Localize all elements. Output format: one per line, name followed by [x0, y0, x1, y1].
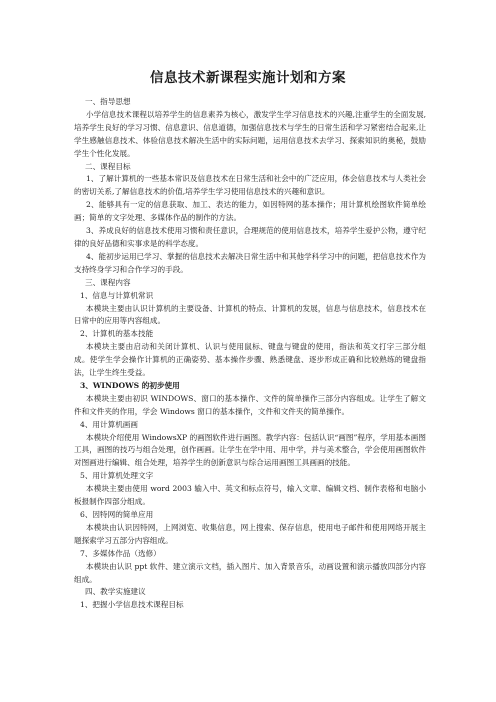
subsection-heading: 7、多媒体作品（选修）	[80, 548, 161, 558]
paragraph: 本模块介绍使用 WindowsXP 的画图软件进行画图。教学内容：包括认识“画图”程序，学用基本画图工具，画图的技巧与组合处理，创作画画。让学生在学中用、用中学，并与美术整合，学会使用画图软件对图画进行编辑、组合处理，培养学生的创新意识与综合运用画图工具画画的技能。	[74, 432, 426, 468]
paragraph: 本模块由认识因特网，上网浏览、收集信息，网上搜索、保存信息，使用电子邮件和使用网络开展主题探索学习五部分内容组成。	[74, 522, 426, 545]
subsection-heading: 4、用计算机画画	[80, 419, 138, 429]
paragraph: 本模块主要由使用 word 2003 输入中、英文和标点符号，输入文章、编辑文档、制作表格和电脑小板报制作四部分组成。	[74, 484, 426, 507]
paragraph: 3、养成良好的信息技术使用习惯和责任意识，合理规范的使用信息技术，培养学生爱护公物，遵守纪律的良好品德和实事求是的科学态度。	[74, 226, 426, 248]
section-heading: 一、指导思想	[85, 97, 131, 106]
subsection-heading: 3、WINDOWS 的初步使用	[80, 380, 180, 390]
paragraph: 本模块主要由启动和关闭计算机、认识与使用鼠标、键盘与键盘的使用，指法和英文打字三部分组成。使学生学会操作计算机的正确姿势、基本操作步骤、熟悉键盘、逐步形成正确和比较熟练的键盘指法，让学生终生受益。	[74, 342, 426, 378]
section-heading: 二、课程目标	[85, 161, 131, 171]
paragraph: 本模块由认识 ppt 软件、建立演示文档，插入图片、加入背景音乐，动画设置和演示播放四部分内容组成。	[74, 561, 426, 584]
section-heading: 三、课程内容	[85, 277, 131, 287]
document-title: 信息技术新课程实施计划和方案	[150, 70, 346, 86]
subsection-heading: 1、信息与计算机常识	[80, 290, 154, 300]
subsection-heading: 5、用计算机处理文字	[80, 471, 154, 481]
subsection-heading: 2、计算机的基本技能	[80, 329, 154, 339]
subsection-heading: 6、因特网的简单应用	[80, 510, 154, 519]
paragraph: 2、能够具有一定的信息获取、加工、表达的能力，如因特网的基本操作；用计算机绘图软件简单绘画；简单的文字处理、多媒体作品的制作的方法。	[74, 200, 426, 223]
paragraph: 4、能初步运用已学习、掌握的信息技术去解决日常生活中和其他学科学习中的问题，把信息技术作为支持终身学习和合作学习的手段。	[74, 251, 426, 274]
paragraph: 小学信息技术课程以培养学生的信息素养为核心，激发学生学习信息技术的兴趣,注重学生的全面发展,培养学生良好的学习习惯、信息意识、信息道德，加强信息技术与学生的日常生活和学习紧密结合起来,让学生感触信息技术、体验信息技术解决生活中的实际问题，运用信息技术去学习、探索知识的奥秘，鼓励学生个性化发展。	[74, 109, 426, 158]
paragraph: 本模块主要由认识计算机的主要设备、计算机的特点、计算机的发展，信息与信息技术，信息技术在日常中的应用等内容组成。	[74, 303, 426, 326]
paragraph: 1、了解计算机的一些基本常识及信息技术在日常生活和社会中的广泛应用，体会信息技术与人类社会的密切关系,了解信息技术的价值,培养学生学习使用信息技术的兴趣和意识。	[74, 174, 426, 197]
paragraph: 本模块主要由初识 WINDOWS、窗口的基本操作、文件的简单操作三部分内容组成。让学生了解文件和文件夹的作用，学会 Windows 窗口的基本操作，文件和文件夹的简单操作。	[74, 393, 426, 416]
section-heading: 四、教学实施建议	[85, 587, 146, 597]
subsection-heading: 1、把握小学信息技术课程目标	[80, 600, 184, 610]
document-body	[74, 96, 426, 612]
